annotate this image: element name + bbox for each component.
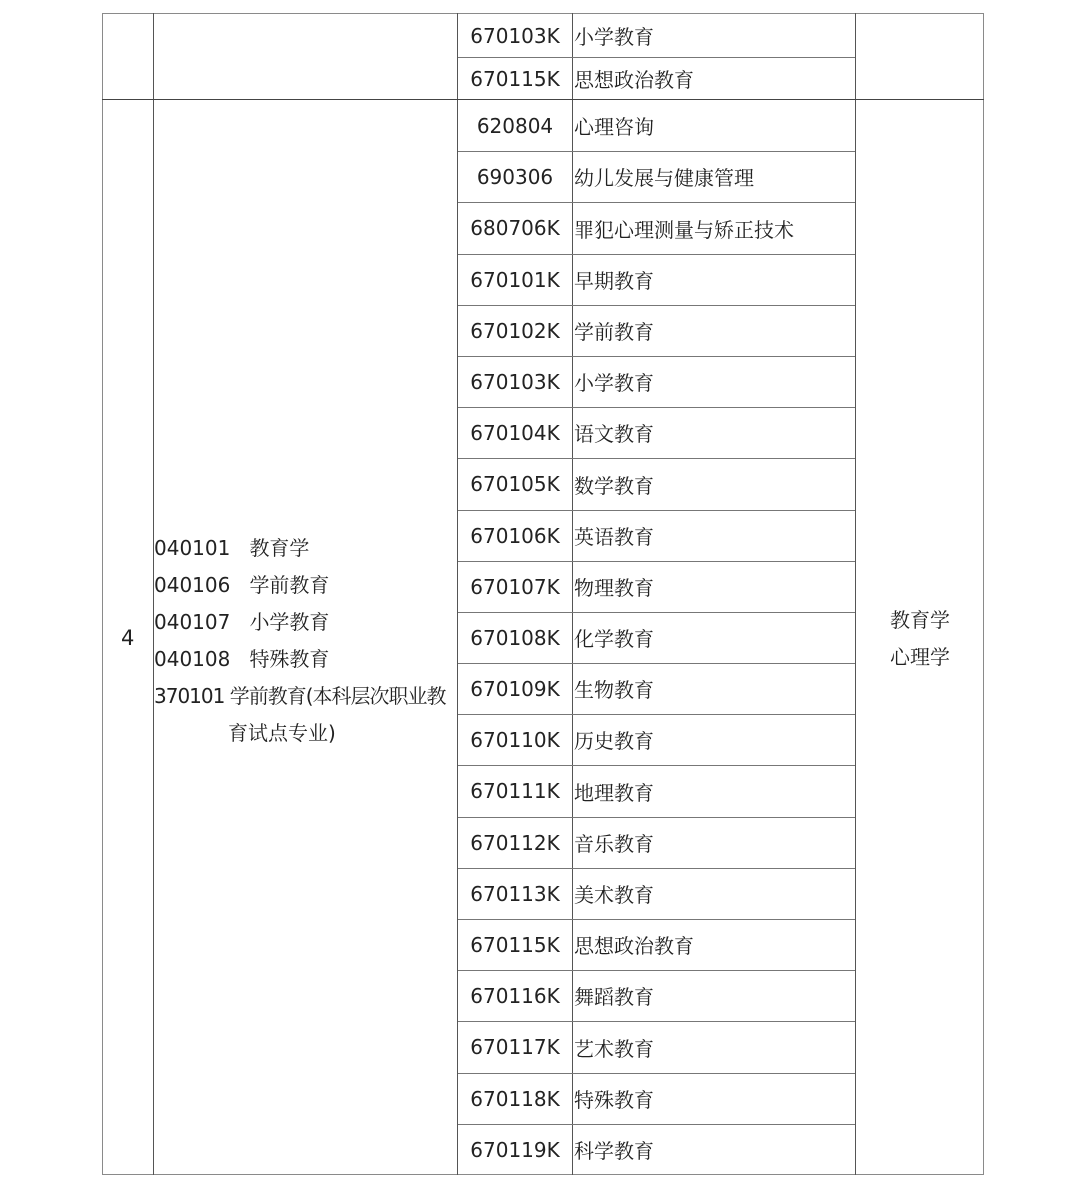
major-item (154, 530, 446, 567)
major-item (154, 641, 446, 678)
table-row-name: 历史教育 (574, 729, 654, 753)
major-name: 学前教育(本科层次职业教 (229, 684, 446, 708)
table-row-name: 艺术教育 (574, 1036, 654, 1061)
exam-subject: 教育学 (890, 608, 950, 632)
table-row-name: 地理教育 (574, 780, 654, 805)
table-row-code: 670115K (470, 932, 560, 957)
table-row-code: 670115K (470, 66, 560, 91)
table-row-code: 670105K (470, 472, 560, 496)
table-row-name: 学前教育 (574, 320, 654, 344)
major-code: 040106 (154, 573, 231, 597)
table-row-name: 语文教育 (574, 422, 654, 446)
table-row-code: 670109K (470, 676, 560, 701)
table-row-code: 690306 (476, 164, 554, 189)
table-row-name: 特殊教育 (574, 1088, 654, 1112)
group-index: 4 (121, 626, 135, 650)
table-row-name: 心理咨询 (574, 115, 654, 139)
table-row-name: 数学教育 (574, 473, 654, 498)
table-row-code: 670106K (470, 523, 560, 548)
table-row-code: 620804 (476, 113, 554, 138)
exam-subject: 心理学 (890, 645, 950, 669)
table-row-code: 670108K (470, 625, 560, 650)
table-row-name: 化学教育 (574, 627, 654, 651)
table-row-name: 生物教育 (574, 678, 654, 702)
table-row-code: 670102K (470, 318, 560, 343)
table-row-code: 670112K (470, 830, 560, 855)
table-row-name: 小学教育 (574, 25, 654, 49)
table-row-name: 物理教育 (574, 576, 654, 600)
table-row-code: 670103K (470, 23, 560, 48)
major-code: 040107 (154, 610, 231, 634)
table-row-code: 680706K (470, 216, 560, 240)
table-row-code: 670111K (470, 779, 560, 803)
major-name-continued: 育试点专业) (228, 721, 336, 745)
table-row-code: 670119K (470, 1137, 560, 1162)
table-row-name: 早期教育 (574, 269, 654, 293)
column-divider (855, 13, 856, 1175)
major-code: 040108 (154, 647, 231, 671)
table-row-name: 思想政治教育 (574, 934, 694, 958)
major-item (154, 678, 446, 715)
table-row-name: 舞蹈教育 (574, 985, 654, 1009)
table-row-code: 670117K (470, 1035, 560, 1059)
major-code: 040101 (154, 536, 231, 560)
table-row-code: 670104K (470, 420, 560, 445)
major-item (154, 604, 446, 641)
table-row-code: 670118K (470, 1086, 560, 1111)
undergrad-majors-list (154, 530, 446, 752)
table-row-name: 思想政治教育 (574, 68, 694, 92)
table-row-code: 670107K (470, 574, 560, 599)
major-name: 教育学 (249, 536, 310, 560)
table-row-name: 音乐教育 (574, 832, 654, 856)
table-row-code: 670103K (470, 369, 560, 394)
table-row-name: 小学教育 (574, 371, 654, 395)
exam-subjects (856, 602, 984, 676)
table-row-code: 670110K (470, 727, 560, 752)
table-row-name: 罪犯心理测量与矫正技术 (574, 217, 794, 242)
major-name: 特殊教育 (249, 647, 330, 671)
major-code: 370101 (154, 684, 225, 708)
table-row-name: 美术教育 (574, 883, 654, 907)
table-row-name: 科学教育 (574, 1139, 654, 1163)
major-name: 小学教育 (249, 610, 330, 634)
table-row-name: 英语教育 (574, 525, 654, 549)
table-row-code: 670113K (470, 881, 560, 906)
major-name: 学前教育 (249, 573, 330, 597)
major-item (154, 567, 446, 604)
major-item-continued (154, 715, 446, 752)
table-row-code: 670116K (470, 983, 560, 1008)
table-row-name: 幼儿发展与健康管理 (574, 166, 754, 190)
table-row-code: 670101K (470, 267, 560, 292)
